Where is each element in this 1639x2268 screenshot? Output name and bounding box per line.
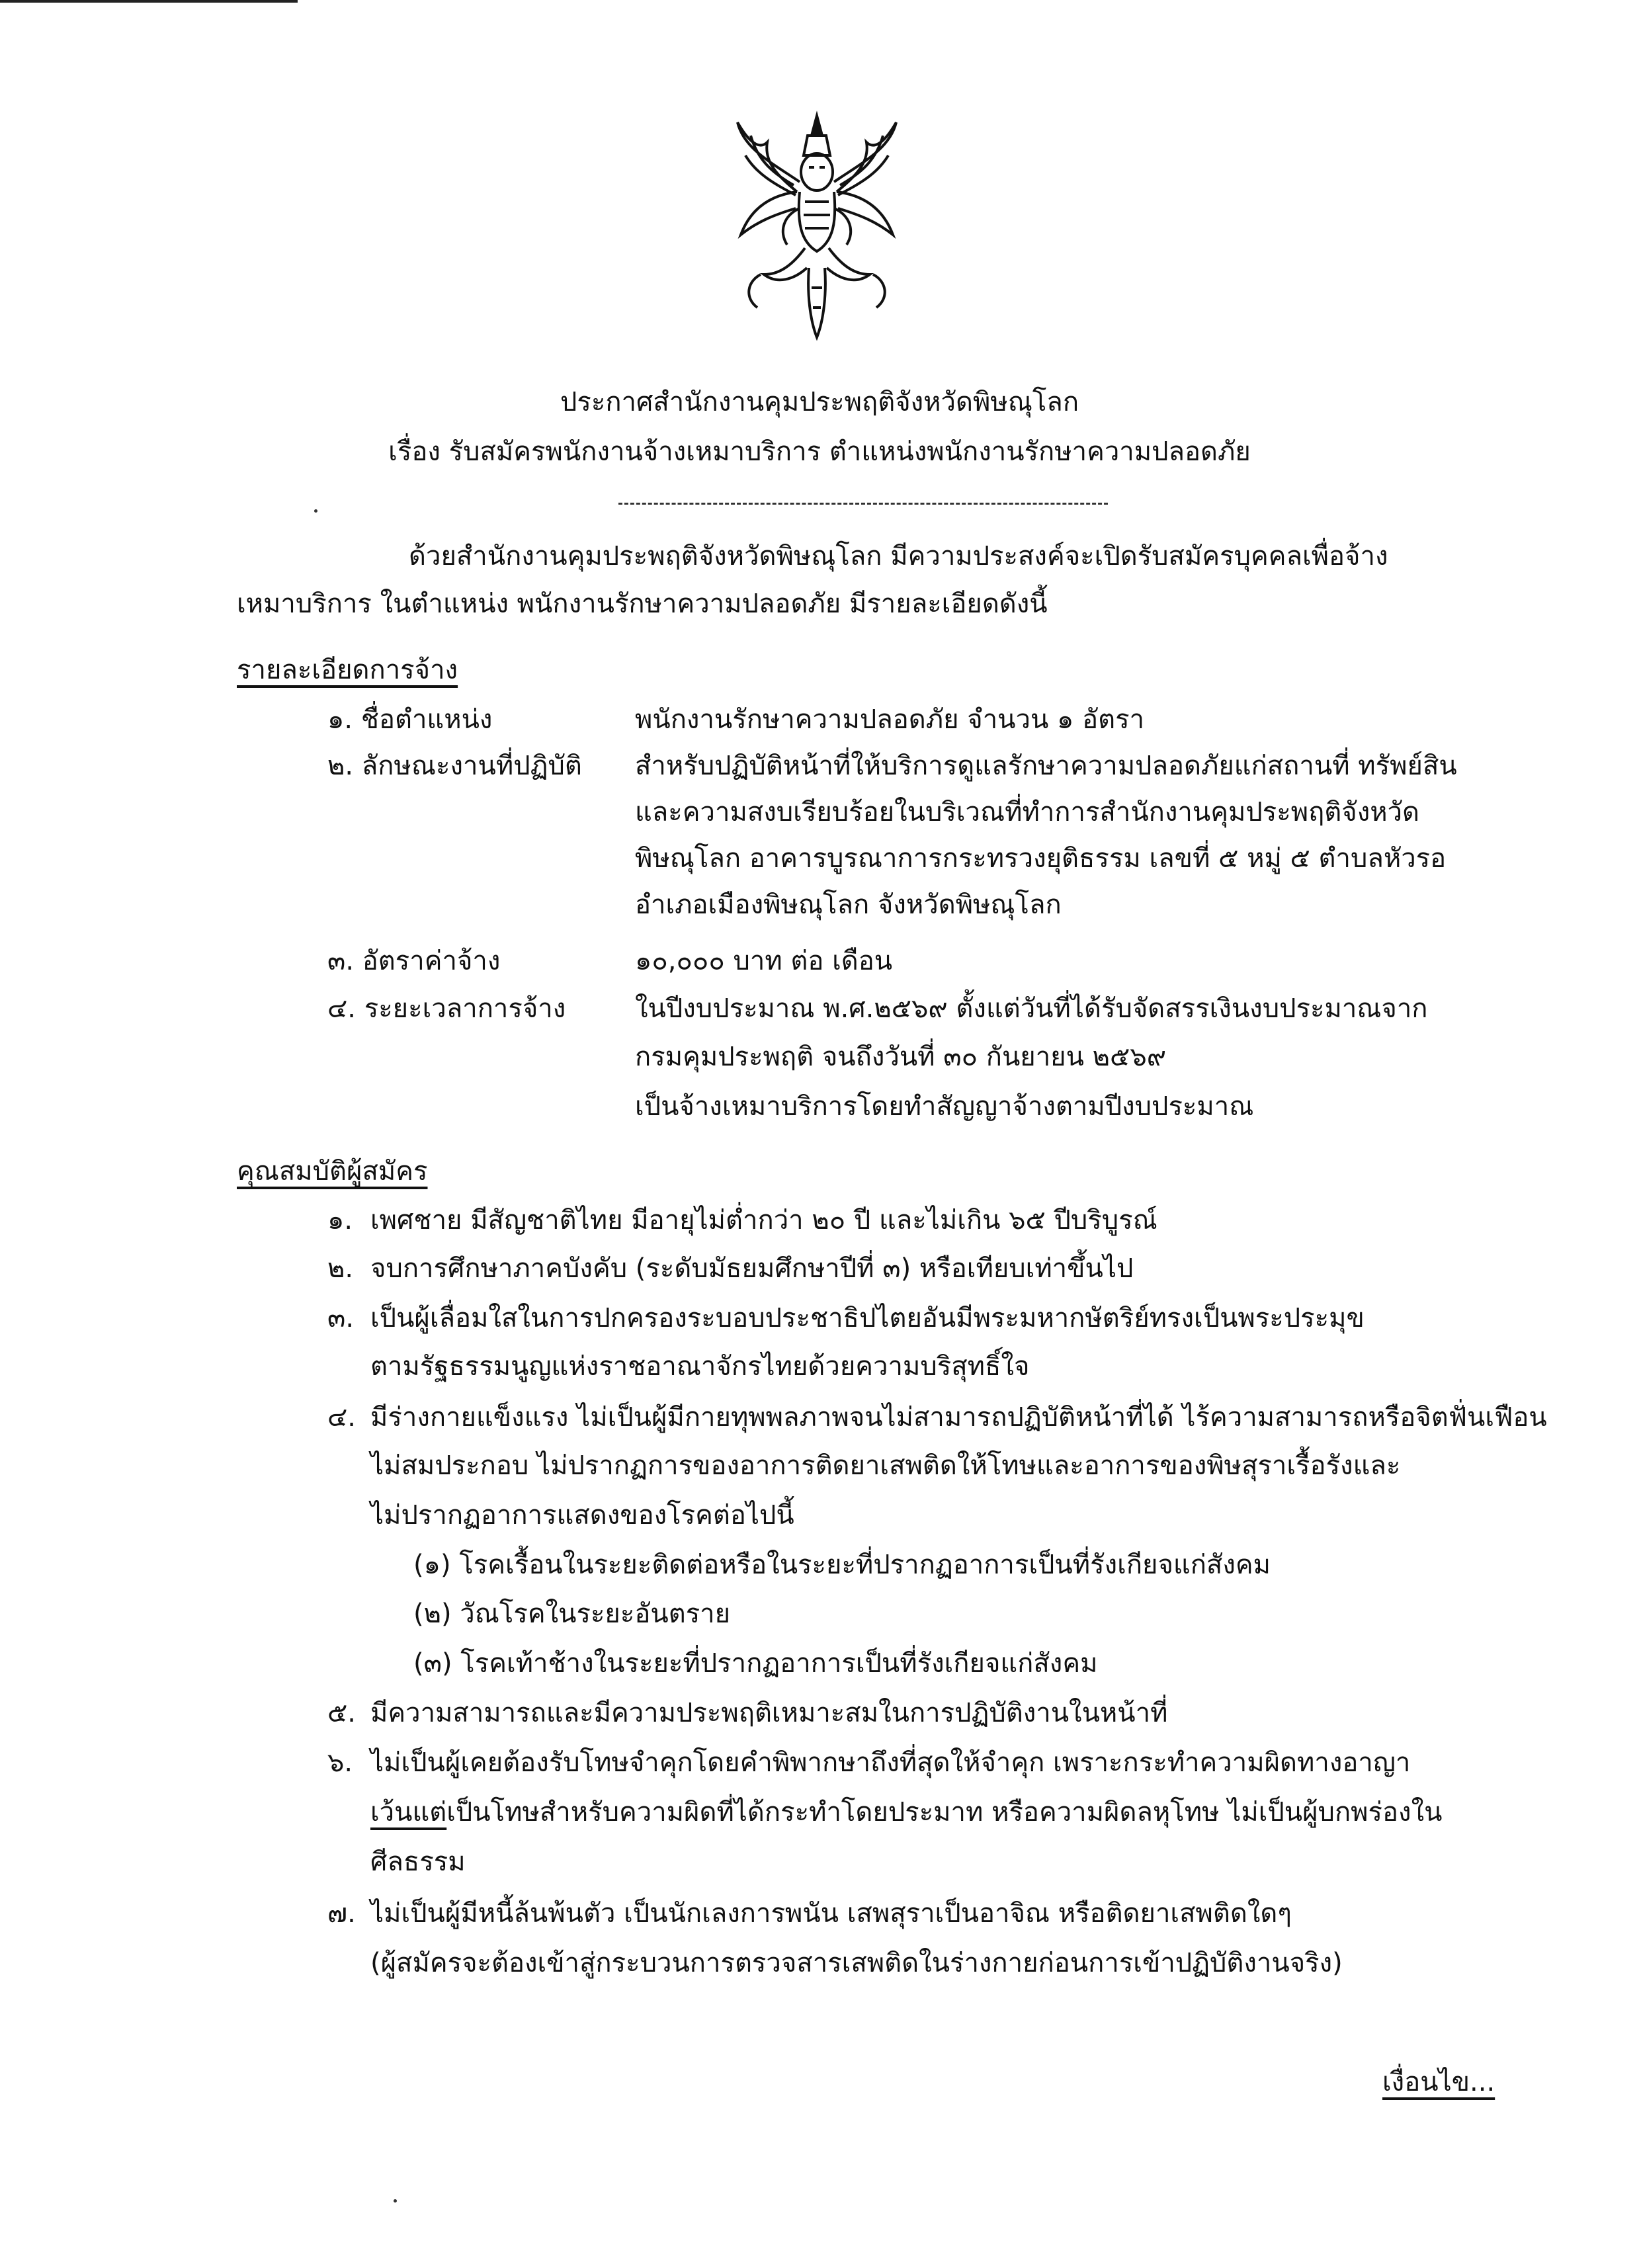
detail-value-period-line: ในปีงบประมาณ พ.ศ.๒๕๖๙ ตั้งแต่วันที่ได้รับจัดสรรเงินงบประมาณจาก (635, 993, 1428, 1024)
detail-label-position: ๑. ชื่อตำแหน่ง (327, 704, 493, 735)
detail-label-period: ๔. ระยะเวลาการจ้าง (327, 993, 566, 1024)
qualification-line: มีร่างกายแข็งแรง ไม่เป็นผู้มีกายทุพพลภาพจนไม่สามารถปฏิบัติหน้าที่ได้ ไร้ความสามารถหรือจิตฟั่นเฟือน (370, 1402, 1547, 1433)
qualification-number: ๗. (327, 1898, 356, 1929)
scan-speck (314, 509, 317, 513)
qualification-line: ไม่เป็นผู้มีหนี้ล้นพ้นตัว เป็นนักเลงการพนัน เสพสุราเป็นอาจิณ หรือติดยาเสพติดใดๆ (370, 1898, 1292, 1929)
continued-marker: เงื่อนไข... (1382, 2067, 1495, 2097)
announcement-title: ประกาศสำนักงานคุมประพฤติจังหวัดพิษณุโลก (560, 387, 1079, 417)
qualification-line: เพศชาย มีสัญชาติไทย มีอายุไม่ต่ำกว่า ๒๐ ปี และไม่เกิน ๖๕ ปีบริบูรณ์ (370, 1205, 1157, 1236)
qualification-number: ๕. (327, 1698, 356, 1728)
detail-value-position: พนักงานรักษาความปลอดภัย จำนวน ๑ อัตรา (635, 704, 1145, 735)
detail-label-duties: ๒. ลักษณะงานที่ปฏิบัติ (327, 751, 582, 781)
qualifications-heading: คุณสมบัติผู้สมัคร (237, 1156, 428, 1187)
intro-line-1: ด้วยสำนักงานคุมประพฤติจังหวัดพิษณุโลก มีความประสงค์จะเปิดรับสมัครบุคคลเพื่อจ้าง (409, 541, 1388, 571)
detail-value-duties-line: สำหรับปฏิบัติหน้าที่ให้บริการดูแลรักษาความปลอดภัยแก่สถานที่ ทรัพย์สิน (635, 751, 1457, 781)
qualification-line: ศีลธรรม (370, 1847, 466, 1877)
qualification-number: ๒. (327, 1253, 354, 1284)
qualification-line (370, 1790, 1442, 1833)
detail-value-wage: ๑๐,๐๐๐ บาท ต่อ เดือน (635, 946, 893, 976)
qualification-number: ๔. (327, 1402, 356, 1433)
details-heading: รายละเอียดการจ้าง (237, 655, 458, 685)
qualification-number: ๑. (327, 1205, 353, 1236)
disease-item: (๒) วัณโรคในระยะอันตราย (413, 1599, 731, 1629)
underlined-exception-word: เว้นแต่ (370, 1797, 447, 1827)
qualification-line-rest: เป็นโทษสำหรับความผิดที่ได้กระทำโดยประมาท หรือความผิดลหุโทษ ไม่เป็นผู้บกพร่องใน (446, 1797, 1443, 1827)
qualification-line: ไม่ปรากฏอาการแสดงของโรคต่อไปนี้ (370, 1500, 794, 1531)
qualification-line: จบการศึกษาภาคบังคับ (ระดับมัธยมศึกษาปีที่ ๓) หรือเทียบเท่าขึ้นไป (370, 1253, 1134, 1284)
title-divider (618, 503, 1108, 505)
qualification-line: มีความสามารถและมีความประพฤติเหมาะสมในการปฏิบัติงานในหน้าที่ (370, 1698, 1168, 1728)
disease-item: (๑) โรคเรื้อนในระยะติดต่อหรือในระยะที่ปรากฏอาการเป็นที่รังเกียจแก่สังคม (413, 1550, 1271, 1580)
qualification-number: ๖. (327, 1747, 353, 1778)
detail-value-duties-line: และความสงบเรียบร้อยในบริเวณที่ทำการสำนักงานคุมประพฤติจังหวัด (635, 797, 1420, 827)
detail-value-duties-line: อำเภอเมืองพิษณุโลก จังหวัดพิษณุโลก (635, 890, 1062, 920)
detail-value-period-line: เป็นจ้างเหมาบริการโดยทำสัญญาจ้างตามปีงบประมาณ (635, 1091, 1254, 1122)
detail-value-period-line: กรมคุมประพฤติ จนถึงวันที่ ๓๐ กันยายน ๒๕๖๙ (635, 1042, 1167, 1072)
qualification-line: เป็นผู้เลื่อมใสในการปกครองระบอบประชาธิปไตยอันมีพระมหากษัตริย์ทรงเป็นพระประมุข (370, 1303, 1365, 1333)
garuda-emblem-icon (731, 109, 903, 344)
qualification-line: (ผู้สมัครจะต้องเข้าสู่กระบวนการตรวจสารเสพติดในร่างกายก่อนการเข้าปฏิบัติงานจริง) (370, 1948, 1343, 1978)
detail-label-wage: ๓. อัตราค่าจ้าง (327, 946, 501, 976)
qualification-number: ๓. (327, 1303, 355, 1333)
intro-line-2: เหมาบริการ ในตำแหน่ง พนักงานรักษาความปลอดภัย มีรายละเอียดดังนี้ (237, 589, 1048, 619)
qualification-line: ไม่สมประกอบ ไม่ปรากฏการของอาการติดยาเสพติดให้โทษและอาการของพิษสุราเรื้อรังและ (370, 1450, 1401, 1481)
scan-edge-line (0, 0, 298, 3)
disease-item: (๓) โรคเท้าช้างในระยะที่ปรากฏอาการเป็นที่รังเกียจแก่สังคม (413, 1648, 1098, 1679)
scan-speck (394, 2199, 397, 2203)
qualification-line: ไม่เป็นผู้เคยต้องรับโทษจำคุกโดยคำพิพากษาถึงที่สุดให้จำคุก เพราะกระทำความผิดทางอาญา (370, 1747, 1411, 1778)
announcement-subject: เรื่อง รับสมัครพนักงานจ้างเหมาบริการ ตำแหน่งพนักงานรักษาความปลอดภัย (388, 437, 1251, 467)
detail-value-duties-line: พิษณุโลก อาคารบูรณาการกระทรวงยุติธรรม เลขที่ ๕ หมู่ ๕ ตำบลหัวรอ (635, 843, 1447, 874)
qualification-line: ตามรัฐธรรมนูญแห่งราชอาณาจักรไทยด้วยความบริสุทธิ์ใจ (370, 1351, 1030, 1382)
